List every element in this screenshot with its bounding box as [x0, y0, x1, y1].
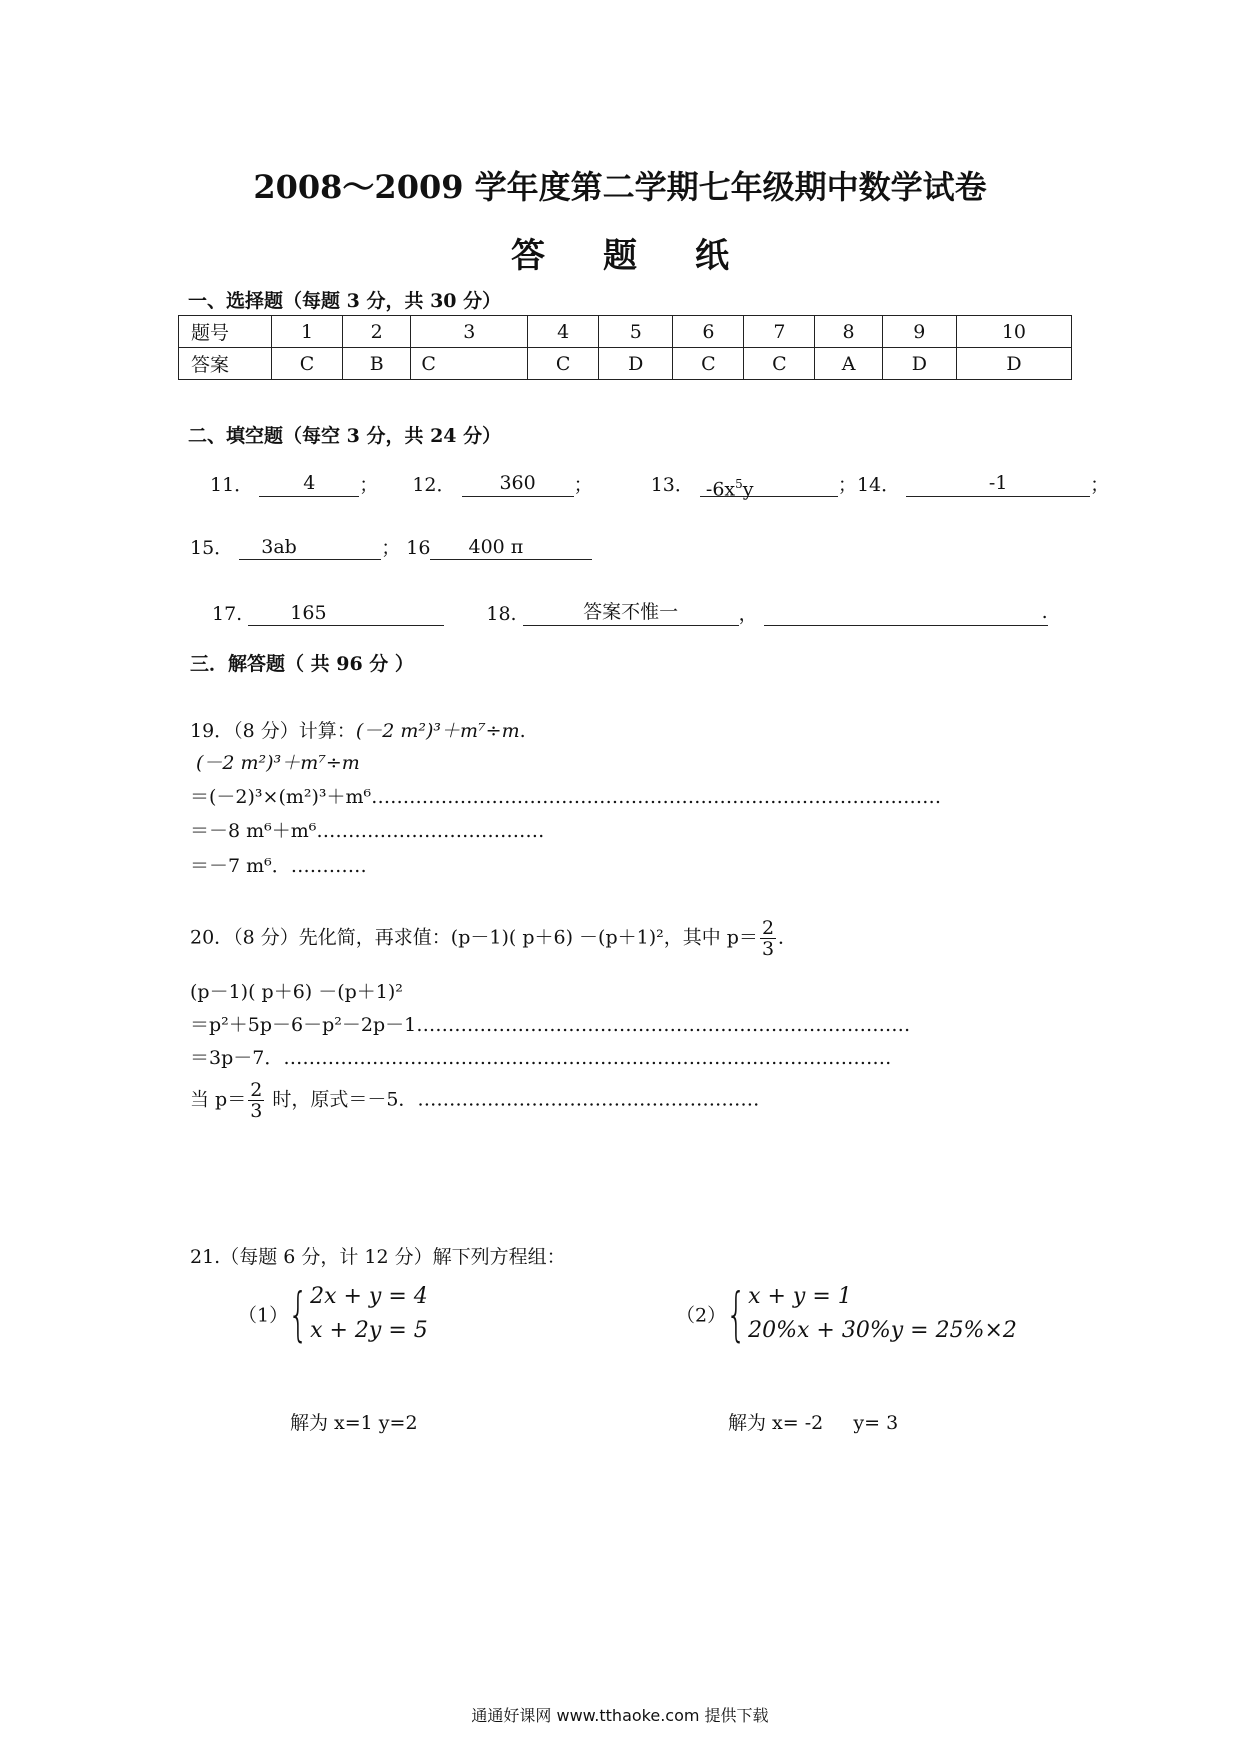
table-row-label: 答案: [179, 348, 272, 380]
table-cell: 1: [272, 316, 343, 348]
q18-answer-2: .: [764, 601, 1048, 626]
table-cell: 2: [343, 316, 411, 348]
q17-answer: 165: [248, 602, 444, 626]
q20-step-4-b: 时，原式＝－5．………………………………………………: [266, 1088, 760, 1111]
section1-heading: 一、选择题（每题 3 分，共 30 分）: [188, 290, 502, 312]
fraction-denominator: 3: [250, 1100, 263, 1122]
q18-label: 18.: [486, 603, 517, 625]
q21-solution-1: 解为 x=1 y=2: [290, 1412, 418, 1434]
q21-equations-1: [310, 1280, 428, 1348]
table-cell: D: [599, 348, 673, 380]
table-cell: 6: [673, 316, 744, 348]
equation: x + 2y = 5: [310, 1318, 428, 1343]
table-cell: D: [882, 348, 956, 380]
table-cell: C: [744, 348, 815, 380]
table-row-label: 题号: [179, 316, 272, 348]
q13-answer-sup: 5: [735, 477, 743, 491]
q13-answer-a: -6x: [705, 478, 736, 501]
page-subtitle: 答题纸: [511, 236, 787, 276]
table-cell: A: [815, 348, 882, 380]
q14-answer: -1: [906, 472, 1090, 497]
q12-label: 12．: [412, 474, 456, 496]
q21-part2-label: （2）: [676, 1304, 727, 1327]
table-cell: 8: [815, 316, 882, 348]
fraction: [248, 1080, 264, 1121]
q11-answer: 4: [259, 472, 359, 497]
q20-prompt: [190, 918, 797, 959]
q13-answer-b: y: [742, 478, 754, 501]
table-cell: 5: [599, 316, 673, 348]
separator: ；: [573, 474, 593, 496]
q21-prompt: 21.（每题 6 分，计 12 分）解下列方程组：: [190, 1246, 566, 1268]
q20-prompt-text: 20．（8 分）先化简，再求值：(p－1)( p＋6) －(p＋1)²，其中 p＝: [190, 926, 758, 949]
q21-system-1: [238, 1280, 428, 1348]
table-cell: 10: [956, 316, 1071, 348]
table-cell: C: [411, 348, 528, 380]
q13-label: 13．: [650, 474, 694, 496]
q16-label: 16: [406, 537, 431, 559]
fraction-numerator: 2: [250, 1079, 263, 1101]
section2-heading: 二、填空题（每空 3 分，共 24 分）: [188, 425, 502, 447]
q21-system-2: [676, 1280, 1017, 1348]
separator: ；: [381, 537, 401, 559]
q20-prompt-end: ．: [778, 926, 798, 949]
q19-step-1: (－2 m²)³＋m⁷÷m: [196, 752, 360, 774]
table-cell: B: [343, 348, 411, 380]
equation: 20%x + 30%y = 25%×2: [748, 1318, 1017, 1343]
table-cell: C: [528, 348, 599, 380]
answer-table: [178, 315, 1072, 380]
page-title: 2008～2009 学年度第二学期七年级期中数学试卷: [253, 168, 987, 206]
fraction-numerator: 2: [761, 917, 775, 939]
q20-step-4-a: 当 p＝: [190, 1088, 247, 1111]
separator: ；: [837, 474, 857, 496]
footer: 通通好课网 www.tthaoke.com 提供下载: [471, 1706, 769, 1725]
q19-prompt-text: 19．（8 分）计算：: [190, 720, 356, 742]
fill-row-1: [210, 470, 1110, 501]
table-cell: C: [272, 348, 343, 380]
q20-step-4: [190, 1080, 759, 1121]
table-row: [179, 316, 1072, 348]
separator: ；: [1090, 474, 1110, 496]
q21-part1-label: （1）: [238, 1304, 289, 1327]
q20-step-1: (p－1)( p＋6) －(p＋1)²: [190, 981, 403, 1003]
equation: 2x + y = 4: [310, 1284, 428, 1309]
equation: x + y = 1: [748, 1284, 852, 1309]
q15-answer: 3ab: [239, 536, 381, 560]
brace-icon: {: [288, 1280, 309, 1348]
separator: ；: [359, 474, 379, 496]
q16-answer: 400 π: [430, 536, 592, 560]
section3-heading: 三．解答题（ 共 96 分 ）: [190, 653, 414, 675]
q19-prompt: 19．（8 分）计算：(－2 m²)³＋m⁷÷m.: [190, 720, 526, 742]
fill-row-3: [212, 599, 1048, 626]
table-cell: 9: [882, 316, 956, 348]
q19-step-4: ＝－7 m⁶．…………: [190, 855, 367, 877]
table-cell: 7: [744, 316, 815, 348]
q20-step-2: ＝p²＋5p－6－p²－2p－1……………………………………………………………………: [190, 1014, 911, 1036]
q18-answer: 答案不惟一: [523, 601, 739, 626]
fill-row-2: [190, 533, 592, 560]
brace-icon: {: [726, 1280, 747, 1348]
q21-equations-2: [748, 1280, 1017, 1348]
q14-label: 14．: [856, 474, 901, 496]
table-cell: D: [956, 348, 1071, 380]
q20-step-3: ＝3p－7．……………………………………………………………………………………: [190, 1047, 892, 1069]
separator: ，: [738, 603, 758, 625]
q21-solution-2: 解为 x= -2 y= 3: [728, 1412, 899, 1434]
q12-answer: 360: [462, 472, 574, 497]
q13-answer: [700, 473, 838, 501]
q19-expression: (－2 m²)³＋m⁷÷m: [355, 720, 520, 742]
q17-label: 17.: [212, 603, 243, 625]
table-cell: C: [673, 348, 744, 380]
q15-label: 15．: [190, 537, 234, 559]
q19-step-3: ＝－8 m⁶＋m⁶………………………………: [190, 820, 545, 842]
fraction-denominator: 3: [761, 938, 775, 960]
q11-label: 11．: [210, 474, 254, 496]
q19-step-2: ＝(－2)³×(m²)³＋m⁶………………………………………………………………………………: [190, 786, 942, 808]
table-row: [179, 348, 1072, 380]
table-cell: 3: [411, 316, 528, 348]
fraction: [760, 918, 776, 959]
table-cell: 4: [528, 316, 599, 348]
